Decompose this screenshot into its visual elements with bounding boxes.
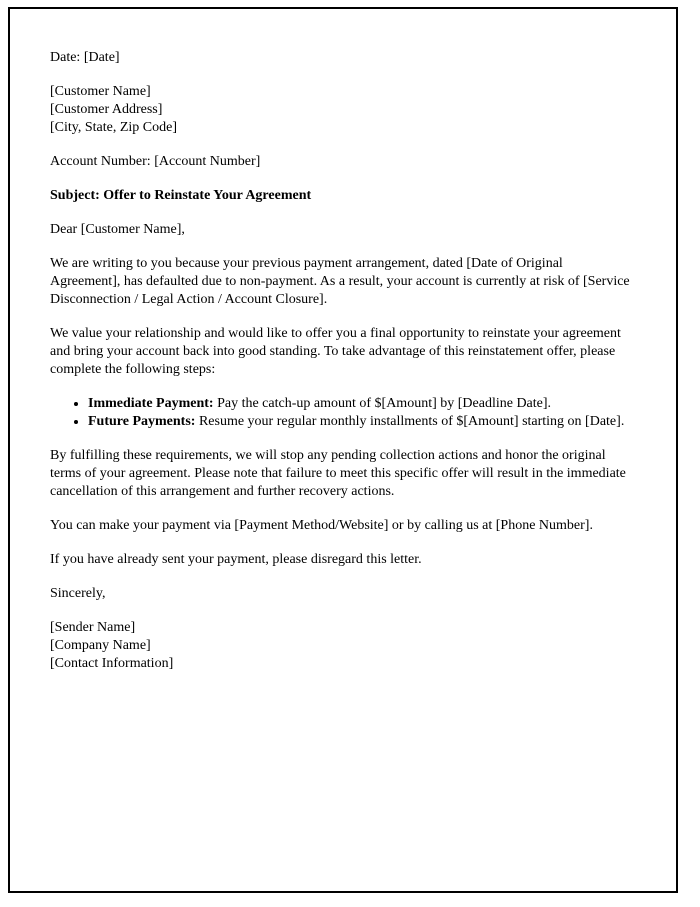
signature-block xyxy=(50,619,630,673)
account-number-line: Account Number: [Account Number] xyxy=(50,154,261,169)
contact-information: [Contact Information] xyxy=(50,656,174,671)
recipient-address: [Customer Address] xyxy=(50,102,163,117)
subject-line: Subject: Offer to Reinstate Your Agreement xyxy=(50,188,312,203)
bullet-label: Future Payments: xyxy=(88,414,196,429)
recipient-city-state-zip: [City, State, Zip Code] xyxy=(50,120,178,135)
date-line: Date: [Date] xyxy=(50,50,120,65)
paragraph-payment-method: You can make your payment via [Payment Method/Website] or by calling us at [Phone Number]. xyxy=(50,518,593,533)
company-name: [Company Name] xyxy=(50,638,151,653)
bullet-text: Pay the catch-up amount of $[Amount] by [Deadline Date]. xyxy=(213,396,552,411)
list-item-immediate-payment xyxy=(88,395,630,413)
paragraph-disregard-notice: If you have already sent your payment, please disregard this letter. xyxy=(50,552,422,567)
paragraph-default-notice: We are writing to you because your previous payment arrangement, dated [Date of Original Agreement], has defaulted due to non-payment. As a result, your account is currently at risk of [Service Disconnection / Legal Action / Account Closure]. xyxy=(50,256,630,307)
paragraph-fulfillment-terms: By fulfilling these requirements, we will stop any pending collection actions and honor the original terms of your agreement. Please note that failure to meet this specific offer will result in the immediate cancellation of this arrangement and further recovery actions. xyxy=(50,448,626,499)
paragraph-reinstatement-offer: We value your relationship and would like to offer you a final opportunity to reinstate your agreement and bring your account back into good standing. To take advantage of this reinstatement offer, please complete the following steps: xyxy=(50,326,621,377)
bullet-text: Resume your regular monthly installments of $[Amount] starting on [Date]. xyxy=(195,414,625,429)
letter-page xyxy=(8,7,678,893)
sender-name: [Sender Name] xyxy=(50,620,136,635)
recipient-name: [Customer Name] xyxy=(50,84,151,99)
payment-steps-list xyxy=(50,395,630,431)
closing: Sincerely, xyxy=(50,586,106,601)
bullet-label: Immediate Payment: xyxy=(88,396,214,411)
recipient-block xyxy=(50,83,630,137)
salutation: Dear [Customer Name], xyxy=(50,222,185,237)
list-item-future-payments xyxy=(88,413,630,431)
